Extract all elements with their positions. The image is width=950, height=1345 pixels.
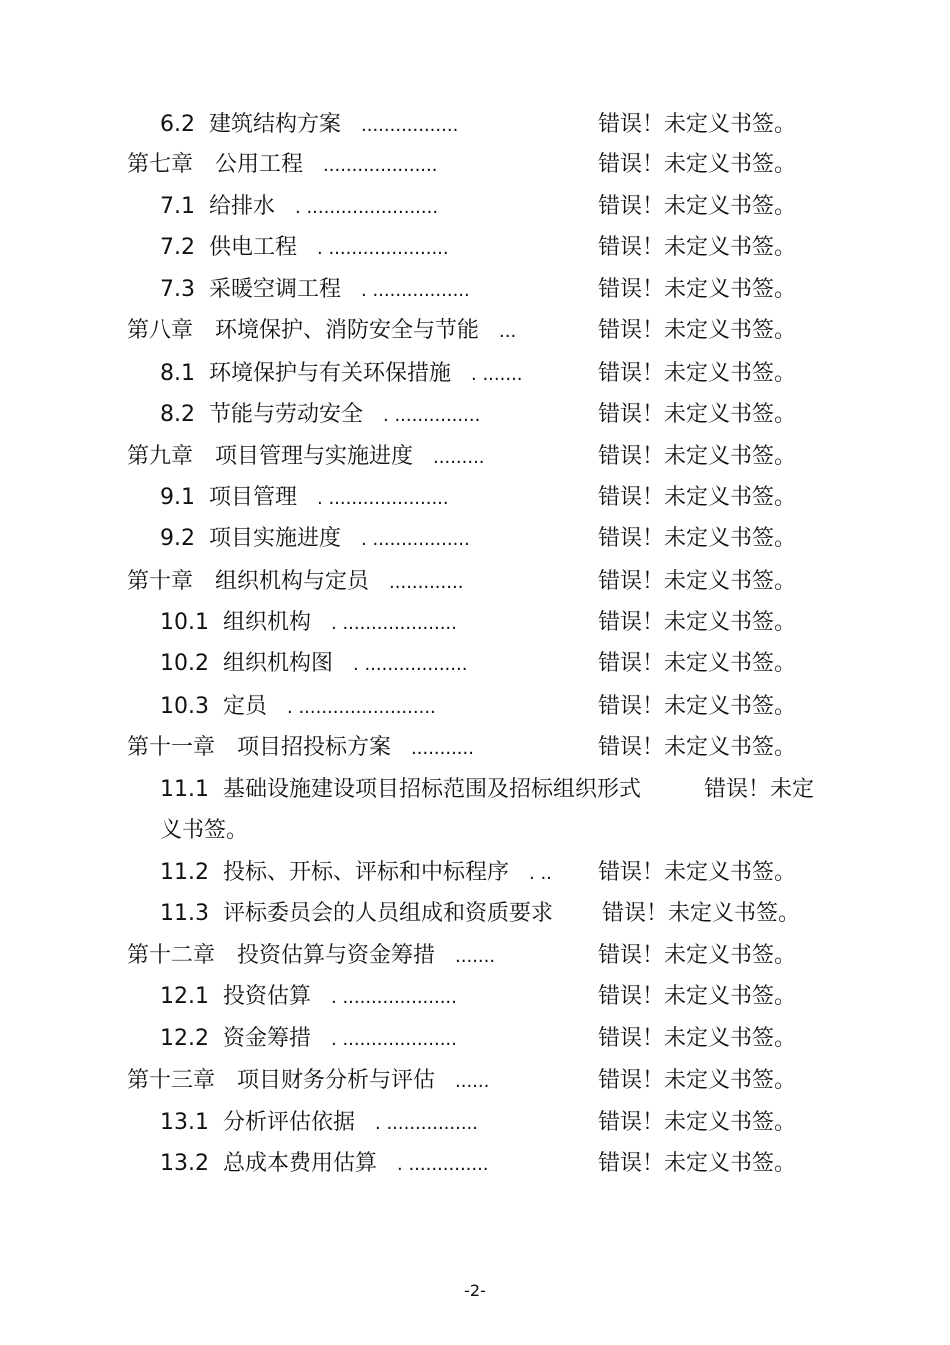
toc-entry-number: 13.1: [160, 1110, 209, 1135]
toc-chapter-entry[interactable]: [127, 149, 797, 181]
toc-section-entry[interactable]: [160, 482, 797, 514]
toc-entry-number: 8.1: [160, 361, 195, 386]
toc-section-entry[interactable]: [160, 981, 797, 1013]
toc-section-entry[interactable]: [160, 523, 797, 555]
toc-entry-title: 环境保护、消防安全与节能: [215, 318, 480, 343]
toc-leader-dots: . ...............: [383, 405, 481, 426]
toc-chapter-entry[interactable]: [127, 732, 797, 764]
toc-section-entry[interactable]: [160, 857, 797, 889]
toc-page-reference: 错误！未定义书签。: [598, 402, 797, 427]
toc-section-entry[interactable]: [160, 274, 797, 306]
toc-entry-title: 节能与劳动安全: [209, 402, 364, 427]
toc-page-reference: 错误！未定义书签。: [598, 235, 797, 260]
toc-entry-number: 9.2: [160, 526, 195, 551]
toc-section-entry[interactable]: [160, 109, 797, 141]
toc-entry-title: 投资估算与资金筹措: [237, 943, 436, 968]
toc-entry-title: 建筑结构方案: [209, 112, 342, 137]
toc-leader-dots: .................: [361, 115, 459, 136]
toc-page-reference: 错误！未定义书签。: [598, 444, 797, 469]
toc-entry-number: 13.2: [160, 1151, 209, 1176]
toc-entry-number: 8.2: [160, 402, 195, 427]
toc-chapter-entry[interactable]: [127, 940, 797, 972]
toc-page-reference: 错误！未定义书签。: [598, 1151, 797, 1176]
toc-entry-title: 组织机构与定员: [215, 569, 370, 594]
toc-entry-number: 第八章: [127, 318, 194, 343]
toc-leader-dots: . ................: [375, 1113, 478, 1134]
toc-entry-number: 第七章: [127, 152, 194, 177]
toc-page-reference: 错误！未定义书签。: [598, 526, 797, 551]
toc-page-reference: 错误！未定义书签。: [598, 1068, 797, 1093]
toc-chapter-entry[interactable]: [127, 1065, 797, 1097]
toc-section-entry[interactable]: [160, 232, 797, 264]
toc-entry-number: 12.2: [160, 1026, 209, 1051]
toc-section-entry[interactable]: [160, 1023, 797, 1055]
toc-page-reference: 错误！未定义书签。: [598, 569, 797, 594]
toc-entry-number: 6.2: [160, 112, 195, 137]
toc-entry-number: 7.1: [160, 194, 195, 219]
toc-entry-title: 环境保护与有关环保措施: [209, 361, 452, 386]
toc-page-reference: 错误！未定义书签。: [598, 318, 797, 343]
toc-leader-dots: . ....................: [331, 613, 457, 634]
toc-entry-number: 11.1: [160, 777, 209, 802]
toc-entry-title: 项目管理: [209, 485, 298, 510]
toc-leader-dots: .............: [389, 572, 464, 593]
toc-entry-title: 组织机构图: [222, 651, 333, 676]
toc-entry-number: 第十章: [127, 569, 194, 594]
toc-section-entry[interactable]: [160, 774, 815, 806]
toc-page-reference: 错误！未定义书签。: [598, 984, 797, 1009]
toc-leader-dots: . ..: [529, 863, 552, 884]
toc-entry-number: 11.2: [160, 860, 209, 885]
toc-entry-title: 项目招投标方案: [237, 735, 392, 760]
toc-entry-number: 第十三章: [127, 1068, 216, 1093]
toc-page-reference: 错误！未定义书签。: [598, 1026, 797, 1051]
toc-section-entry[interactable]: [160, 1107, 797, 1139]
toc-section-entry[interactable]: [160, 815, 268, 847]
toc-entry-title: 分析评估依据: [222, 1110, 355, 1135]
toc-page-reference: 错误！未定义书签。: [598, 361, 797, 386]
toc-entry-number: 第十二章: [127, 943, 216, 968]
toc-page-reference: 错误！未定义书签。: [598, 485, 797, 510]
toc-entry-number: 7.2: [160, 235, 195, 260]
toc-entry-title: 总成本费用估算: [222, 1151, 377, 1176]
toc-leader-dots: . ..................: [353, 654, 468, 675]
toc-leader-dots: . ..............: [397, 1154, 489, 1175]
toc-page-reference: 错误！未定义书签。: [598, 735, 797, 760]
toc-entry-title: 采暖空调工程: [209, 277, 342, 302]
toc-page-reference: 错误！未定义书签。: [598, 277, 797, 302]
toc-entry-number: 第九章: [127, 444, 194, 469]
toc-page-reference: 错误！未定义书签。: [602, 901, 801, 926]
toc-section-entry[interactable]: [160, 358, 797, 390]
toc-leader-dots: ....................: [323, 155, 438, 176]
toc-chapter-entry[interactable]: [127, 441, 797, 473]
toc-entry-title: 基础设施建设项目招标范围及招标组织形式: [222, 777, 641, 802]
toc-section-entry[interactable]: [160, 607, 797, 639]
toc-entry-title: 给排水: [209, 194, 276, 219]
toc-entry-title: 投资估算: [222, 984, 311, 1009]
toc-leader-dots: ...........: [411, 738, 474, 759]
toc-leader-dots: . ....................: [331, 987, 457, 1008]
toc-entry-number: 12.1: [160, 984, 209, 1009]
toc-page-reference: 错误！未定义书签。: [598, 943, 797, 968]
toc-page-reference: 错误！未定义书签。: [598, 1110, 797, 1135]
toc-page-reference: 错误！未定: [704, 777, 815, 802]
page-number: -2-: [464, 1281, 486, 1300]
toc-leader-dots: .........: [433, 447, 485, 468]
toc-entry-number: 10.3: [160, 694, 209, 719]
toc-entry-title: 组织机构: [222, 610, 311, 635]
toc-entry-number: 10.2: [160, 651, 209, 676]
toc-leader-dots: . .....................: [317, 488, 449, 509]
toc-entry-title: 供电工程: [209, 235, 298, 260]
toc-entry-title: 公用工程: [215, 152, 304, 177]
toc-entry-title: 义书签。: [160, 818, 249, 843]
toc-section-entry[interactable]: [160, 191, 797, 223]
toc-entry-title: 定员: [222, 694, 267, 719]
toc-page-reference: 错误！未定义书签。: [598, 860, 797, 885]
toc-entry-number: 10.1: [160, 610, 209, 635]
toc-section-entry[interactable]: [160, 898, 801, 930]
toc-leader-dots: . .................: [361, 529, 470, 550]
toc-leader-dots: . .......: [471, 364, 523, 385]
toc-entry-number: 7.3: [160, 277, 195, 302]
toc-section-entry[interactable]: [160, 399, 797, 431]
toc-entry-title: 资金筹措: [222, 1026, 311, 1051]
toc-leader-dots: . ........................: [287, 697, 436, 718]
toc-chapter-entry[interactable]: [127, 315, 797, 347]
toc-page-reference: 错误！未定义书签。: [598, 112, 797, 137]
toc-leader-dots: . .....................: [317, 238, 449, 259]
toc-leader-dots: . .......................: [295, 197, 439, 218]
toc-leader-dots: . ....................: [331, 1029, 457, 1050]
toc-entry-title: 投标、开标、评标和中标程序: [222, 860, 509, 885]
toc-entry-number: 9.1: [160, 485, 195, 510]
toc-leader-dots: .......: [455, 946, 496, 967]
toc-page-reference: 错误！未定义书签。: [598, 694, 797, 719]
toc-page-reference: 错误！未定义书签。: [598, 651, 797, 676]
toc-page-reference: 错误！未定义书签。: [598, 152, 797, 177]
toc-leader-dots: ...: [499, 321, 517, 342]
toc-page-reference: 错误！未定义书签。: [598, 610, 797, 635]
toc-page-reference: 错误！未定义书签。: [598, 194, 797, 219]
toc-entry-title: 项目实施进度: [209, 526, 342, 551]
toc-leader-dots: ......: [455, 1071, 490, 1092]
toc-entry-title: 项目财务分析与评估: [237, 1068, 436, 1093]
toc-chapter-entry[interactable]: [127, 566, 797, 598]
toc-leader-dots: . .................: [361, 280, 470, 301]
toc-section-entry[interactable]: [160, 648, 797, 680]
toc-entry-title: 项目管理与实施进度: [215, 444, 414, 469]
toc-section-entry[interactable]: [160, 691, 797, 723]
toc-entry-number: 11.3: [160, 901, 209, 926]
toc-entry-number: 第十一章: [127, 735, 216, 760]
toc-entry-title: 评标委员会的人员组成和资质要求: [222, 901, 553, 926]
toc-section-entry[interactable]: [160, 1148, 797, 1180]
